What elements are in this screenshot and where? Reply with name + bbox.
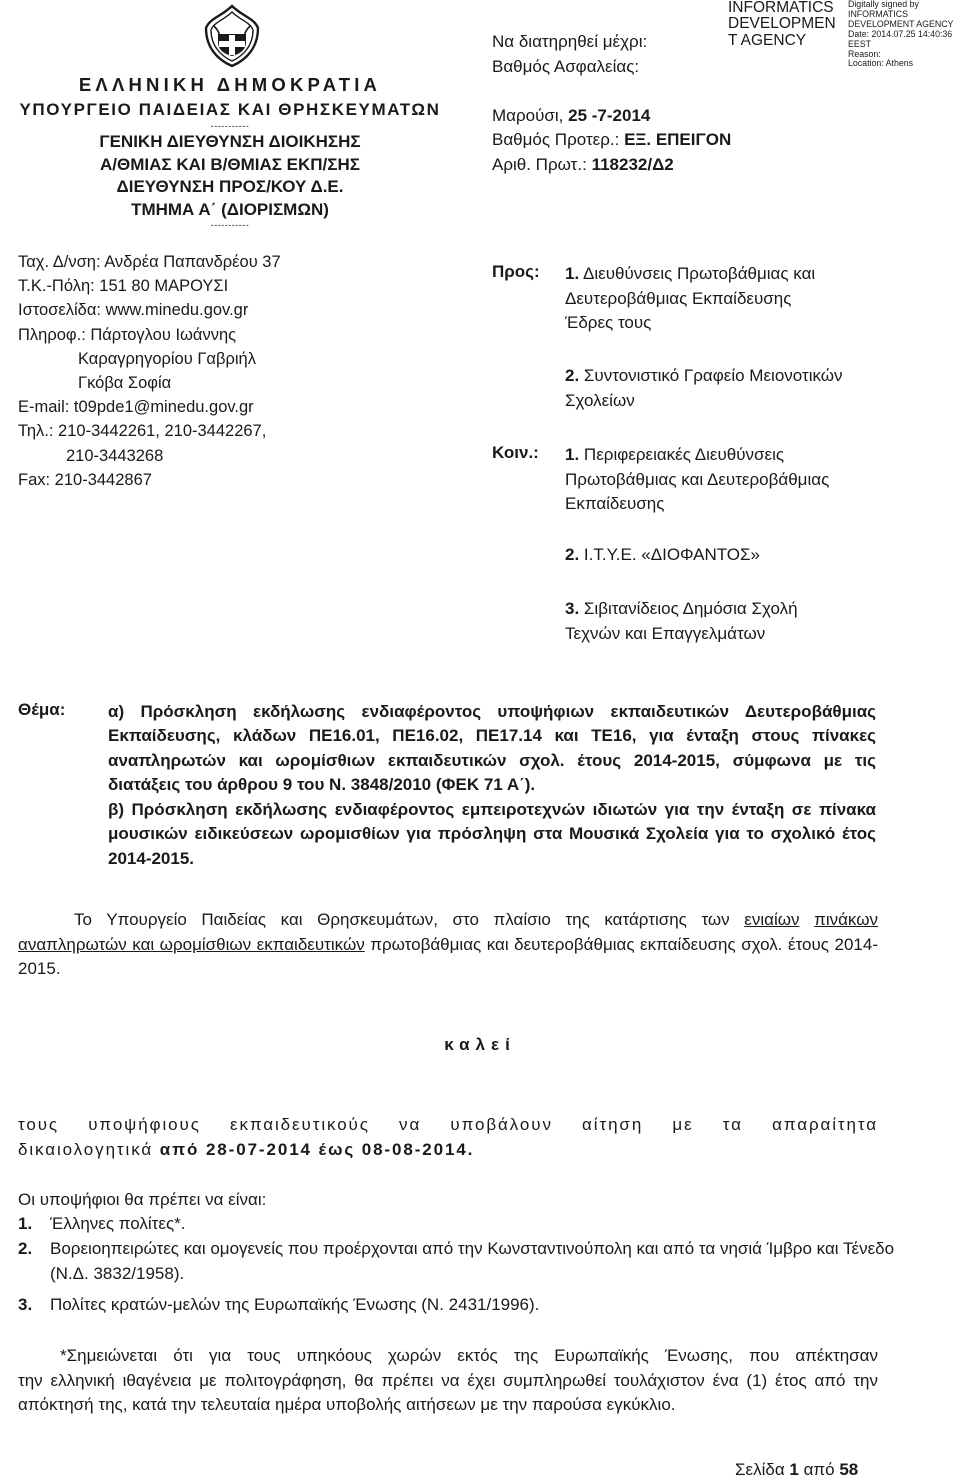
call-heading: καλεί (444, 1035, 516, 1054)
invitation-line-1: τους υποψήφιους εκπαιδευτικούς να υποβάλουν αίτηση με τα απαραίτητα (18, 1115, 878, 1134)
requirements-intro: Οι υποψήφιοι θα πρέπει να είναι: (18, 1190, 267, 1209)
email: E-mail: t09pde1@minedu.gov.gr (18, 398, 254, 417)
priority-value: ΕΞ. ΕΠΕΙΓΟΝ (624, 130, 732, 150)
protocol-value: 118232/Δ2 (591, 154, 674, 174)
subject-part-a: α) Πρόσκληση εκδήλωσης ενδιαφέροντος υποψήφιων εκπαιδευτικών Δευτεροβάθμιας Εκπαίδευσης, κλάδων ΠΕ16.01, ΠΕ16.02, ΠΕ17.14 και ΤΕ16, για ένταξη στους πίνακες αναπληρωτών και ωρομίσθιων εκπαιδευτικών σχολ. έτους 2014-2015, σύμφωνα με τις διατάξεις του άρθρου 9 του Ν. 3848/2010 (ΦΕΚ 71 Α΄). (108, 702, 876, 795)
recipient-1: 1. Διευθύνσεις Πρωτοβάθμιας και Δευτεροβάθμιας Εκπαίδευσης Έδρες τους (565, 264, 816, 333)
invitation-line-2: δικαιολογητικά από 28-07-2014 έως 08-08-2014. (18, 1140, 475, 1159)
digital-signature-details: Digitally signed by INFORMATICS DEVELOPMENT AGENCY Date: 2014.07.25 14:40:36 EEST Reason: Location: Athens (848, 0, 954, 69)
security-level: Βαθμός Ασφαλείας: (492, 56, 640, 76)
requirement-1: 1. Έλληνες πολίτες*. (18, 1214, 186, 1233)
separator: ----------- (210, 121, 250, 131)
ministry-name: ΥΠΟΥΡΓΕΙΟ ΠΑΙΔΕΙΑΣ ΚΑΙ ΘΡΗΣΚΕΥΜΑΤΩΝ (19, 100, 441, 119)
requirement-2: 2. Βορειοηπειρώτες και ομογενείς που προέρχονται από την Κωνσταντινούπολη και από τα νησιά Ίμβρο και Τένεδο (Ν.Δ. 3832/1958). (18, 1239, 895, 1283)
subject-part-b: β) Πρόσκληση εκδήλωσης ενδιαφέροντος εμπειροτεχνών ιδιωτών για την ένταξη σε πίνακα μουσικών ειδικεύσεων ωρομισθίων για πρόσληψη στα Μουσικά Σχολεία για το σχολικό έτος 2014-2015. (108, 800, 876, 868)
country-name: ΕΛΛΗΝΙΚΗ ΔΗΜΟΚΡΑΤΙΑ (78, 74, 382, 95)
directorate-line-2: Α/ΘΜΙΑΣ ΚΑΙ Β/ΘΜΙΑΣ ΕΚΠ/ΣΗΣ (100, 154, 360, 174)
coat-of-arms-icon (200, 4, 264, 68)
cc-label: Κοιν.: (492, 443, 539, 462)
directorate-line-1: ΓΕΝΙΚΗ ΔΙΕΥΘΥΝΣΗ ΔΙΟΙΚΗΣΗΣ (99, 132, 361, 151)
priority-line: Βαθμός Προτερ.: ΕΞ. ΕΠΕΙΓΟΝ (492, 130, 732, 150)
to-label: Προς: (492, 262, 540, 281)
section-name: ΤΜΗΜΑ Α΄ (ΔΙΟΡΙΣΜΩΝ) (131, 199, 329, 219)
website: Ιστοσελίδα: www.minedu.gov.gr (18, 301, 249, 320)
keep-until: Να διατηρηθεί μέχρι: (492, 32, 648, 51)
city: Τ.Κ.-Πόλη: 151 80 ΜΑΡΟΥΣΙ (18, 277, 229, 296)
fax: Fax: 210-3442867 (18, 470, 152, 489)
phone-line-1: Τηλ.: 210-3442261, 210-3442267, (18, 422, 267, 441)
recipient-2: 2. Συντονιστικό Γραφείο Μειονοτικών Σχολείων (565, 366, 843, 410)
document-meta (492, 30, 752, 178)
address: Ταχ. Δ/νση: Ανδρέα Παπανδρέου 37 (18, 253, 281, 271)
info-person-2: Καραγρηγορίου Γαβριήλ (78, 349, 256, 368)
footnote-paragraph: *Σημειώνεται ότι για τους υπηκόους χωρών εκτός της Ευρωπαϊκής Ένωσης, που απέκτησαν την ελληνική ιθαγένεια με πολιτογράφηση, θα πρέπει να έχει συμπληρωθεί τουλάχιστον ένα (1) έτος από την απόκτησή της, κατά την τελευταία ημέρα υποβολής αιτήσεων με την παρούσα εγκύκλιο. (18, 1346, 878, 1415)
info-person-1: Πληροφ.: Πάρτογλου Ιωάννης (18, 325, 237, 344)
contact-block (18, 250, 438, 492)
requirement-3: 3. Πολίτες κρατών-μελών της Ευρωπαϊκής Ένωσης (Ν. 2431/1996). (18, 1295, 540, 1314)
date-value: 25 -7-2014 (568, 105, 651, 125)
directorate-line-3: ΔΙΕΥΘΥΝΣΗ ΠΡΟΣ/ΚΟΥ Δ.Ε. (116, 177, 344, 196)
date-line: Μαρούσι, 25 -7-2014 (492, 105, 651, 125)
protocol-line: Αριθ. Πρωτ.: 118232/Δ2 (492, 154, 674, 174)
phone-line-2: 210-3443268 (66, 446, 164, 465)
subject-label: Θέμα: (18, 700, 66, 719)
digital-signature-name: INFORMATICS DEVELOPMEN T AGENCY (728, 0, 836, 49)
separator-2: ----------- (210, 220, 250, 230)
cc-recipient-3: 3. Σιβιτανίδειος Δημόσια Σχολή Τεχνών και Επαγγελμάτων (565, 599, 798, 643)
intro-paragraph: Το Υπουργείο Παιδείας και Θρησκευμάτων, στο πλαίσιο της κατάρτισης των ενιαίων πινάκων αναπληρωτών και ωρομίσθιων εκπαιδευτικών πρωτοβάθμιας και δευτεροβάθμιας εκπαίδευσης σχολ. έτους 2014-2015. (18, 910, 878, 979)
issuer-block (0, 72, 460, 230)
info-person-3: Γκόβα Σοφία (78, 374, 172, 393)
page-number: Σελίδα 1 από 58 (735, 1460, 859, 1479)
cc-recipient-1: 1. Περιφερειακές Διευθύνσεις Πρωτοβάθμιας και Δευτεροβάθμιας Εκπαίδευσης (565, 445, 830, 514)
cc-recipient-2: 2. Ι.Τ.Υ.Ε. «ΔΙΟΦΑΝΤΟΣ» (565, 545, 760, 564)
submission-period: από 28-07-2014 έως 08-08-2014. (159, 1140, 475, 1159)
